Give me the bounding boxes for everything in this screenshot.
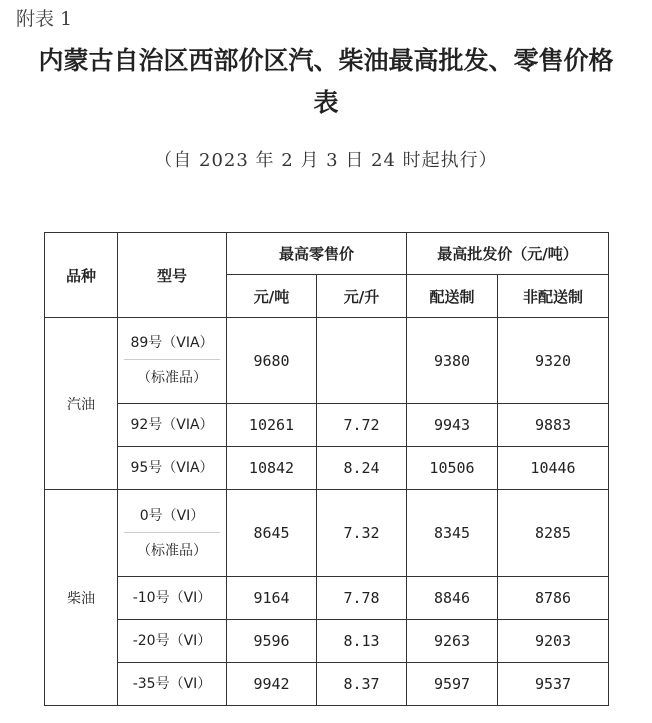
table-row [45,404,609,447]
model-cell [118,490,227,577]
header-retail: 最高零售价 [227,233,407,275]
annex-label: 附表 1 [16,8,73,30]
table-row [45,663,609,706]
retail-liter: 7.78 [317,577,407,620]
wholesale-delivery: 9943 [407,404,498,447]
wholesale-non-delivery: 8786 [498,577,609,620]
wholesale-delivery: 9263 [407,620,498,663]
wholesale-delivery: 9380 [407,318,498,404]
retail-ton: 10842 [227,447,317,490]
retail-liter: 8.24 [317,447,407,490]
header-model: 型号 [118,233,227,318]
wholesale-delivery: 9597 [407,663,498,706]
title-line-2: 表 [313,88,339,117]
wholesale-delivery: 10506 [407,447,498,490]
retail-ton: 8645 [227,490,317,577]
header-delivery: 配送制 [407,275,498,318]
category-gasoline: 汽油 [45,318,118,490]
wholesale-non-delivery: 9203 [498,620,609,663]
wholesale-non-delivery: 9537 [498,663,609,706]
model-label: -35号（VI） [118,663,227,706]
model-sublabel: （标准品） [124,532,220,561]
header-wholesale: 最高批发价（元/吨） [407,233,609,275]
category-diesel: 柴油 [45,490,118,706]
wholesale-non-delivery: 9320 [498,318,609,404]
wholesale-non-delivery: 9883 [498,404,609,447]
retail-ton: 9164 [227,577,317,620]
table-row [45,490,609,577]
model-label: 92号（VIA） [118,404,227,447]
model-label: 0号（VI） [139,507,205,524]
table-row [45,577,609,620]
retail-liter: 8.37 [317,663,407,706]
retail-liter: 7.72 [317,404,407,447]
price-table [44,232,609,706]
retail-ton: 9596 [227,620,317,663]
header-yuan-per-ton: 元/吨 [227,275,317,318]
effective-date: （自 2023 年 2 月 3 日 24 时起执行） [154,150,498,171]
table-row [45,447,609,490]
header-non-delivery: 非配送制 [498,275,609,318]
model-label: 95号（VIA） [118,447,227,490]
retail-liter: 7.32 [317,490,407,577]
model-label: 89号（VIA） [130,335,214,351]
header-category: 品种 [45,233,118,318]
header-yuan-per-liter: 元/升 [317,275,407,318]
model-label: -10号（VI） [118,577,227,620]
document-title [0,42,652,122]
model-cell [118,318,227,404]
retail-liter [317,318,407,404]
retail-ton: 10261 [227,404,317,447]
wholesale-delivery: 8345 [407,490,498,577]
model-sublabel: （标准品） [124,359,220,388]
table-row [45,620,609,663]
title-line-1: 内蒙古自治区西部价区汽、柴油最高批发、零售价格 [38,46,614,75]
retail-ton: 9942 [227,663,317,706]
wholesale-non-delivery: 8285 [498,490,609,577]
table-row [45,318,609,404]
retail-liter: 8.13 [317,620,407,663]
wholesale-non-delivery: 10446 [498,447,609,490]
wholesale-delivery: 8846 [407,577,498,620]
model-label: -20号（VI） [118,620,227,663]
retail-ton: 9680 [227,318,317,404]
